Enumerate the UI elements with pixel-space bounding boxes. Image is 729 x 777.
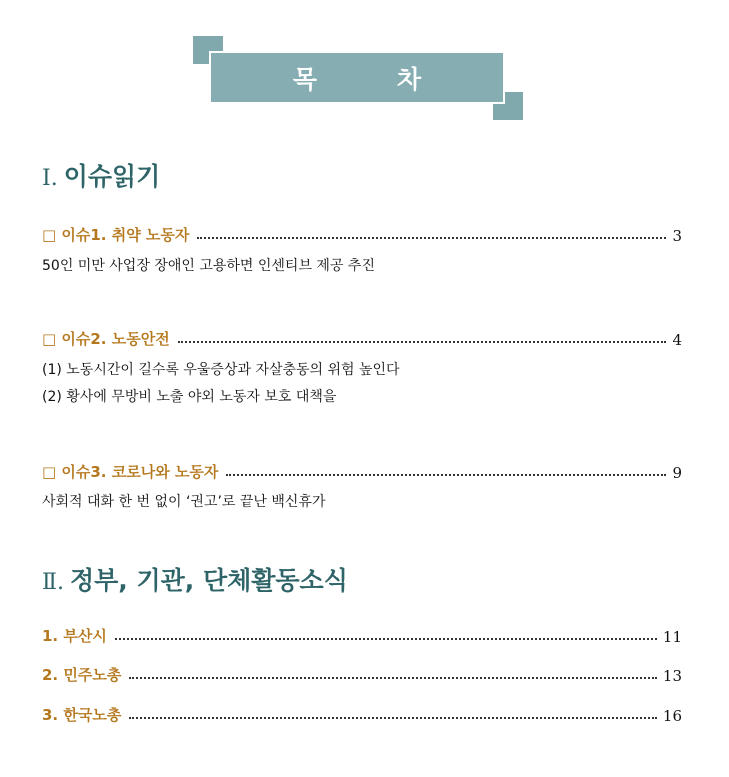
dot-leader: [178, 341, 667, 343]
toc-entry-fktu[interactable]: [42, 701, 682, 725]
toc-page-number: 3: [672, 227, 682, 245]
toc-entry-issue1[interactable]: [42, 221, 682, 245]
dot-leader: [129, 717, 657, 719]
toc-entry-issue3[interactable]: [42, 458, 682, 482]
title-box: [209, 51, 505, 104]
toc-subentry: (1) 노동시간이 길수록 우울증상과 자살충동의 위험 높인다: [42, 362, 400, 378]
toc-page-number: 11: [662, 628, 682, 646]
page-title: 목차: [292, 64, 502, 94]
dot-leader: [115, 638, 657, 640]
toc-entry-label: 2. 민주노총: [42, 666, 122, 684]
dot-leader: [226, 474, 666, 476]
section-heading-2: [42, 561, 348, 597]
toc-entry-label: □ 이슈3. 코로나와 노동자: [42, 463, 219, 481]
toc-entry-label: 1. 부산시: [42, 627, 107, 645]
section-heading-1: [42, 157, 160, 193]
toc-entry-kctu[interactable]: [42, 661, 682, 685]
toc-subentry: (2) 황사에 무방비 노출 야외 노동자 보호 대책을: [42, 389, 337, 405]
toc-subentry: 사회적 대화 한 번 없이 ‘권고’로 끝난 백신휴가: [42, 494, 326, 510]
toc-page-number: 13: [662, 667, 682, 685]
toc-entry-label: 3. 한국노총: [42, 706, 122, 724]
dot-leader: [129, 677, 657, 679]
toc-page-number: 9: [672, 464, 682, 482]
toc-subentry: 50인 미만 사업장 장애인 고용하면 인센티브 제공 추진: [42, 258, 375, 274]
toc-entry-issue2[interactable]: [42, 325, 682, 349]
toc-entry-label: □ 이슈1. 취약 노동자: [42, 226, 190, 244]
section-number: Ⅱ.: [42, 570, 64, 595]
section-title: 이슈읽기: [63, 162, 161, 191]
dot-leader: [197, 237, 666, 239]
toc-entry-label: □ 이슈2. 노동안전: [42, 330, 170, 348]
section-title: 정부, 기관, 단체활동소식: [69, 566, 348, 595]
section-number: Ⅰ.: [42, 166, 58, 191]
toc-entry-busan[interactable]: [42, 622, 682, 646]
toc-title-banner: [193, 36, 523, 120]
toc-page-number: 4: [672, 331, 682, 349]
toc-page-number: 16: [662, 707, 682, 725]
